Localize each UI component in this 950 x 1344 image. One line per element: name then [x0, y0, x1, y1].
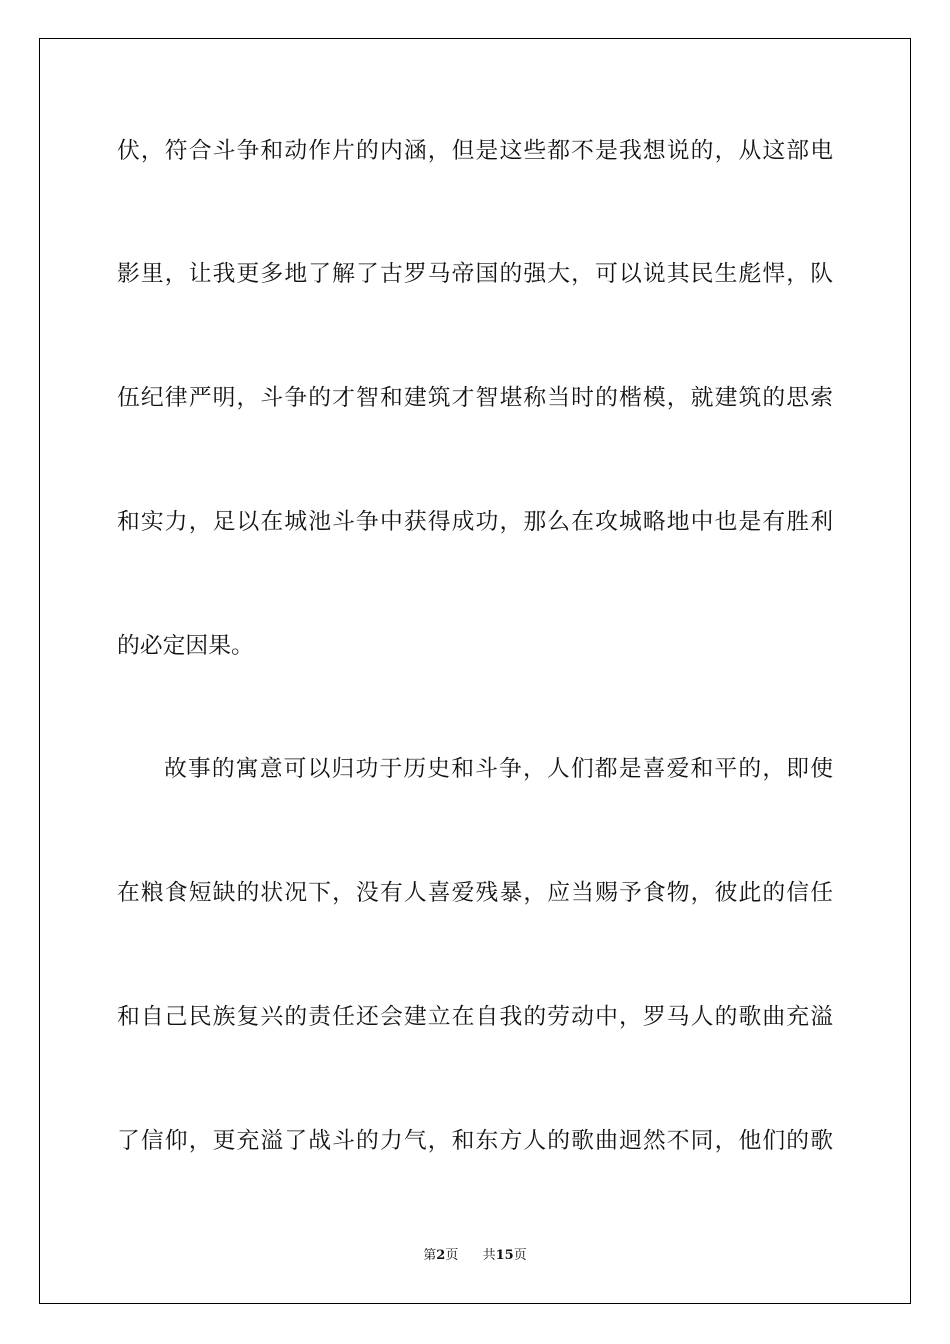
page-footer	[0, 1244, 950, 1263]
total-suffix: 页	[513, 1248, 527, 1263]
page-number: 2	[436, 1248, 446, 1263]
paragraph-line-8: 和自己民族复兴的责任还会建立在自我的劳动中，罗马人的歌曲充溢	[117, 1004, 833, 1030]
page-prefix: 第	[423, 1248, 437, 1263]
paragraph-line-1: 伏，符合斗争和动作片的内涵，但是这些都不是我想说的，从这部电	[117, 138, 833, 164]
page-suffix: 页	[445, 1248, 459, 1263]
total-label	[483, 1244, 527, 1263]
total-prefix: 共	[482, 1248, 496, 1263]
page-label	[423, 1244, 458, 1263]
paragraph-line-7: 在粮食短缺的状况下，没有人喜爱残暴，应当赐予食物，彼此的信任	[117, 880, 833, 906]
paragraph-line-5: 的必定因果。	[117, 633, 254, 659]
paragraph-line-9: 了信仰，更充溢了战斗的力气，和东方人的歌曲迥然不同，他们的歌	[117, 1128, 833, 1154]
paragraph-line-6: 故事的寓意可以归功于历史和斗争，人们都是喜爱和平的，即使	[164, 756, 833, 782]
paragraph-line-3: 伍纪律严明，斗争的才智和建筑才智堪称当时的楷模，就建筑的思索	[117, 385, 833, 411]
total-pages: 15	[495, 1248, 514, 1263]
paragraph-line-4: 和实力，足以在城池斗争中获得成功，那么在攻城略地中也是有胜利	[117, 509, 833, 535]
page-border	[39, 38, 911, 1304]
paragraph-line-2: 影里，让我更多地了解了古罗马帝国的强大，可以说其民生彪悍，队	[117, 261, 833, 287]
